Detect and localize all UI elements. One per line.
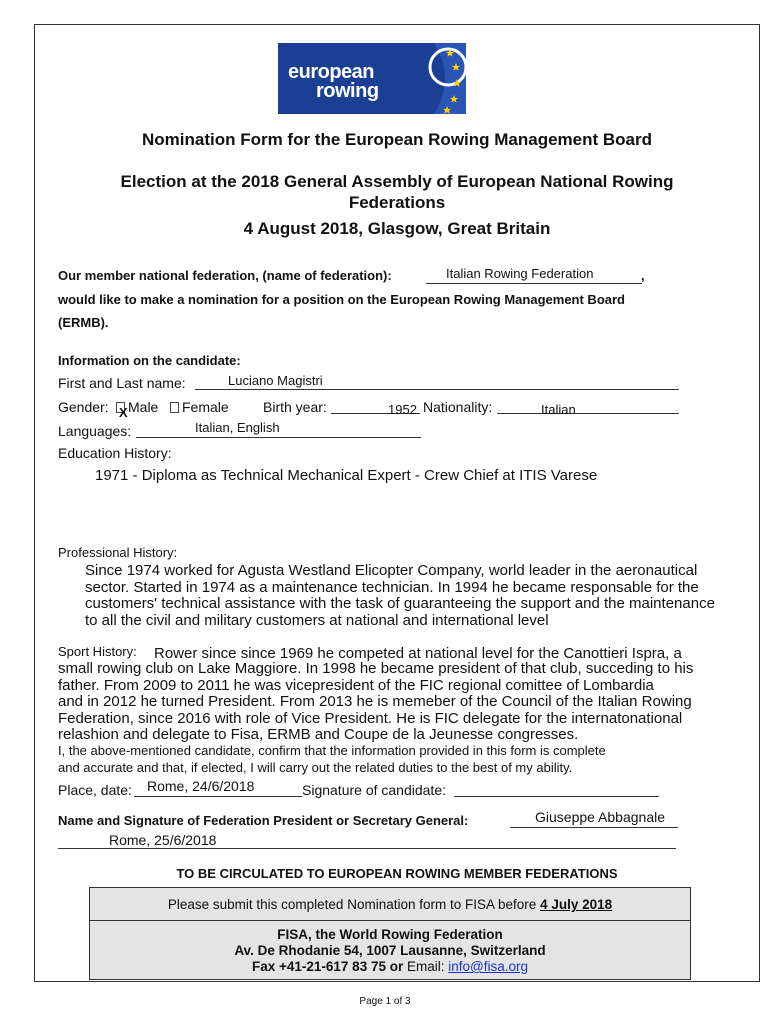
nationality-underline bbox=[497, 413, 679, 414]
languages-value[interactable]: Italian, English bbox=[195, 420, 280, 435]
contact-org: FISA, the World Rowing Federation bbox=[277, 927, 503, 942]
name-label: First and Last name: bbox=[58, 375, 186, 391]
federation-line-2: would like to make a nomination for a position on the European Rowing Management Board bbox=[58, 292, 625, 307]
submit-box bbox=[89, 887, 691, 921]
birth-value[interactable]: 1952 bbox=[388, 402, 417, 417]
contact-email-link[interactable]: info@fisa.org bbox=[448, 959, 529, 974]
date-place: 4 August 2018, Glasgow, Great Britain bbox=[243, 219, 551, 238]
sport-line: Federation, since 2016 with role of Vice President. He is FIC delegate for the internatonational bbox=[58, 709, 683, 727]
female-label: Female bbox=[182, 399, 229, 415]
contact-fax: Fax +41-21-617 83 75 or bbox=[251, 959, 404, 974]
birth-label: Birth year: bbox=[263, 399, 327, 415]
professional-line: to all the civil and military customers at national and international level bbox=[85, 611, 549, 629]
president-label: Name and Signature of Federation President or Secretary General: bbox=[58, 813, 469, 828]
circulate-notice: TO BE CIRCULATED TO EUROPEAN ROWING MEMBER FEDERATIONS bbox=[176, 866, 618, 881]
languages-underline bbox=[136, 437, 421, 438]
nationality-value[interactable]: Italian bbox=[541, 402, 576, 417]
confirmation-line-1: I, the above-mentioned candidate, confirm that the information provided in this form is complete bbox=[58, 743, 606, 758]
signature-label: Signature of candidate: bbox=[302, 782, 446, 798]
gender-female-option[interactable] bbox=[170, 399, 229, 415]
federation-value[interactable]: Italian Rowing Federation bbox=[446, 266, 594, 281]
form-title: Nomination Form for the European Rowing Management Board bbox=[141, 130, 653, 149]
federation-line-3: (ERMB). bbox=[58, 315, 109, 330]
male-label: Male bbox=[128, 399, 159, 415]
president-value[interactable]: Giuseppe Abbagnale bbox=[535, 809, 665, 825]
contact-box bbox=[89, 920, 691, 980]
name-value[interactable]: Luciano Magistri bbox=[228, 373, 323, 388]
professional-label: Professional History: bbox=[58, 545, 178, 560]
logo-text-line1: european bbox=[288, 61, 375, 83]
name-underline bbox=[195, 389, 679, 390]
languages-label: Languages: bbox=[58, 423, 132, 439]
sport-first-line[interactable]: Rower since since 1969 he competed at national level for the Canottieri Ispra, a bbox=[154, 645, 682, 662]
logo-text-line2: rowing bbox=[316, 80, 379, 102]
submit-deadline: 4 July 2018 bbox=[540, 897, 613, 912]
contact-email-label: Email: bbox=[406, 959, 445, 974]
sport-label: Sport History: bbox=[58, 644, 137, 659]
professional-line: customers' technical assistance with the task of guaranteeing the support and the maintenance bbox=[85, 595, 715, 612]
signature-underline[interactable] bbox=[454, 796, 659, 797]
president-underline bbox=[510, 827, 678, 828]
place-underline bbox=[134, 796, 302, 797]
education-value[interactable]: 1971 - Diploma as Technical Mechanical Expert - Crew Chief at ITIS Varese bbox=[95, 467, 598, 484]
logo-stars-icon bbox=[426, 43, 466, 114]
president-date[interactable]: Rome, 25/6/2018 bbox=[109, 832, 217, 848]
president-date-underline bbox=[58, 848, 676, 849]
place-label: Place, date: bbox=[58, 782, 132, 798]
federation-label: Our member national federation, (name of federation): bbox=[58, 268, 392, 283]
nationality-label: Nationality: bbox=[423, 399, 493, 415]
sport-line: and in 2012 he turned President. From 2013 he is memeber of the Council of the Italian Rowing bbox=[58, 693, 692, 710]
contact-address: Av. De Rhodanie 54, 1007 Lausanne, Switzerland bbox=[234, 943, 546, 958]
professional-line: Since 1974 worked for Agusta Westland Elicopter Company, world leader in the aeronautical bbox=[85, 562, 698, 579]
sport-history[interactable] bbox=[58, 661, 693, 744]
european-rowing-logo bbox=[278, 43, 466, 114]
sport-line: father. From 2009 to 2011 he was vicepresident of the FIC regional comittee of Lombardia bbox=[58, 676, 654, 694]
federation-underline bbox=[426, 283, 642, 284]
page-number: Page 1 of 3 bbox=[359, 996, 411, 1007]
confirmation-line-2: and accurate and that, if elected, I will carry out the related duties to the best of my ability. bbox=[58, 760, 573, 775]
sport-line: relashion and delegate to Fisa, ERMB and Coupe de la Jeunesse congresses. bbox=[58, 726, 579, 743]
education-label: Education History: bbox=[58, 445, 172, 461]
professional-line: sector. Started in 1974 as a maintenance technician. In 1994 he became responsable for the bbox=[85, 578, 699, 596]
male-check-mark: X bbox=[119, 405, 128, 420]
female-checkbox[interactable] bbox=[170, 402, 179, 413]
election-line-2: Federations bbox=[348, 193, 446, 212]
professional-history[interactable] bbox=[85, 563, 715, 629]
gender-label: Gender: bbox=[58, 399, 109, 415]
submit-text: Please submit this completed Nomination form to FISA before bbox=[167, 897, 537, 912]
election-line-1: Election at the 2018 General Assembly of European National Rowing bbox=[120, 172, 674, 191]
federation-comma: , bbox=[641, 268, 645, 283]
place-value[interactable]: Rome, 24/6/2018 bbox=[147, 778, 255, 794]
sport-line: small rowing club on Lake Maggiore. In 1998 he became president of that club, succeding to his bbox=[58, 660, 694, 677]
candidate-heading: Information on the candidate: bbox=[58, 353, 241, 368]
